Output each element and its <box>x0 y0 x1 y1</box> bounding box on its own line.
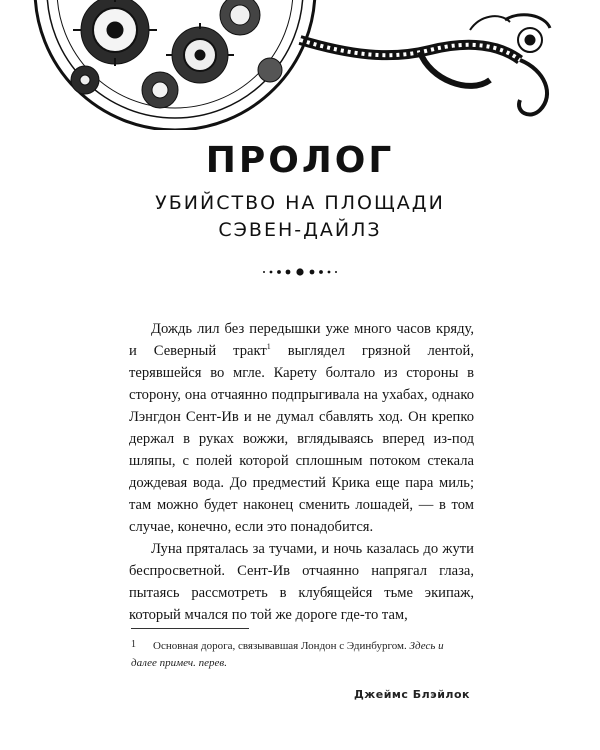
footnote-italic-text: Здесь и далее примеч. перев. <box>131 640 444 669</box>
paragraph-2: Луна пряталась за тучами, и ночь казалась до жути беспросветной. Сент-Ив отчаянно напрягал глаза, пытаясь рассмотреть в клубящейся тьме экипаж, который мчался по той же дороге где-то там, <box>129 541 474 623</box>
chapter-subtitle-line1: УБИЙСТВО НА ПЛОЩАДИ <box>155 192 445 214</box>
footnote-text: Основная дорога, связывавшая Лондон с Эдинбургом. <box>153 640 407 652</box>
chapter-title: ПРОЛОГ <box>205 140 395 181</box>
chapter-subtitle-line2: СЭВЕН-ДАЙЛЗ <box>218 219 382 241</box>
paragraph-1-text-a: Дождь лил без передышки уже много часов кряду, и Северный тракт <box>129 321 474 359</box>
running-footer-author: Джеймс Блэйлок <box>353 688 470 701</box>
footnote-reference[interactable]: 1 <box>266 342 271 352</box>
footnote-divider <box>131 628 249 629</box>
footnote <box>131 636 471 672</box>
clockwork-illustration <box>0 0 600 130</box>
body-text <box>129 318 474 626</box>
dot-ornament <box>250 262 350 282</box>
footnote-number: 1 <box>131 639 136 650</box>
paragraph-1 <box>129 318 474 538</box>
paragraph-1-text-b: выглядел грязной лентой, терявшейся во мгле. Карету болтало из стороны в сторону, она отчаянно подпрыгивала на ухабах, однако Лэнгдон Сент-Ив и не думал сбавлять ход. Он крепко держал в руках вожжи, вглядываясь вперед из-под шляпы, с полей которой сплошным потоком стекала дождевая вода. До предместий Крика еще пара миль; там можно будет наконец сменить лошадей, — в том случае, конечно, если это понадобится. <box>129 343 474 535</box>
